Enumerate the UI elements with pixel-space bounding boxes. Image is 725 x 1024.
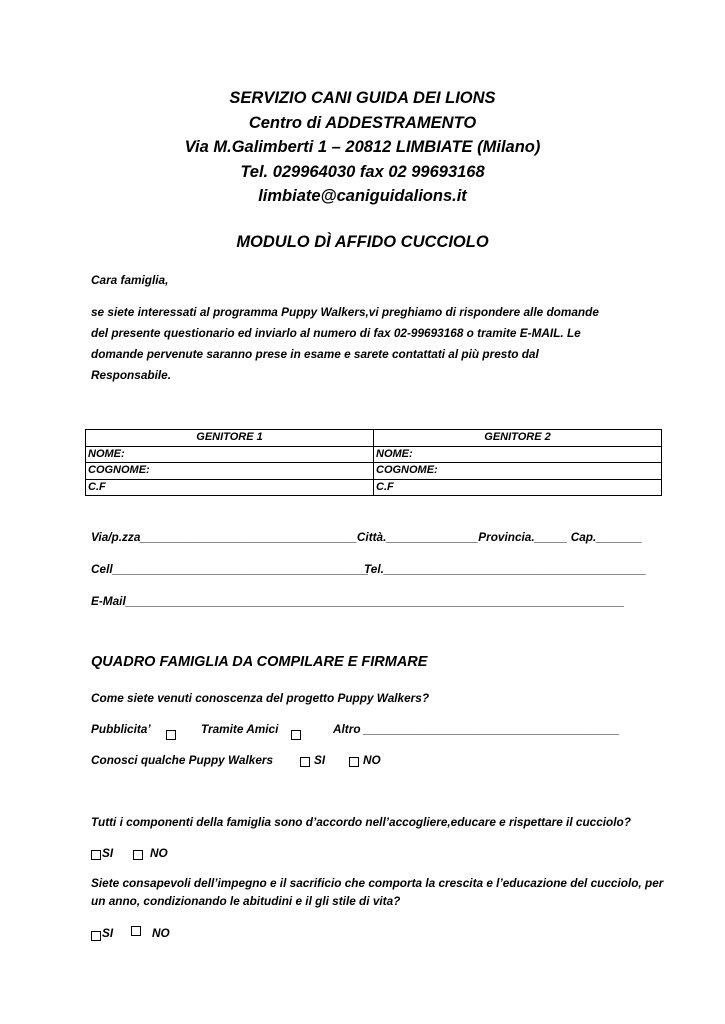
section-title: QUADRO FAMIGLIA DA COMPILARE E FIRMARE — [91, 654, 428, 670]
checkbox-q4-no[interactable] — [131, 926, 141, 936]
table-header-row — [86, 430, 662, 447]
table-row — [86, 446, 662, 463]
intro-line: domande pervenute saranno prese in esame e sarete contattati al più presto dal — [91, 347, 539, 361]
parent1-cf-field[interactable]: C.F — [86, 479, 374, 496]
checkbox-q3-no[interactable] — [133, 850, 143, 860]
greeting: Cara famiglia, — [91, 273, 169, 287]
table-row — [86, 479, 662, 496]
q4-question-line2: un anno, condizionando le abitudini e il gli stile di vita? — [91, 894, 401, 908]
parent2-header: GENITORE 2 — [374, 430, 662, 447]
table-row — [86, 463, 662, 480]
org-email: limbiate@caniguidalions.it — [258, 187, 467, 205]
checkbox-q2-no[interactable] — [349, 757, 359, 767]
intro-line: Responsabile. — [91, 368, 171, 382]
q1-option-other[interactable]: Altro _______________________________________ — [333, 722, 620, 736]
parent2-surname-field[interactable]: COGNOME: — [374, 463, 662, 480]
q4-no-label: NO — [152, 926, 170, 940]
intro-line: se siete interessati al programma Puppy Walkers,vi preghiamo di rispondere alle domande — [91, 305, 599, 319]
address-line[interactable]: Via/p.zza_________________________________Città.______________Provincia._____ Cap._______ — [91, 530, 643, 544]
checkbox-q3-yes[interactable] — [91, 850, 101, 860]
checkbox-q4-yes[interactable] — [91, 931, 101, 941]
header-block — [0, 86, 725, 209]
email-field[interactable]: E-Mail____________________________________________________________________________ — [91, 594, 625, 608]
q4-question-line1: Siete consapevoli dell’impegno e il sacrificio che comporta la crescita e l’educazione del cucciolo, per — [91, 876, 664, 890]
parent1-header: GENITORE 1 — [86, 430, 374, 447]
parent1-name-field[interactable]: NOME: — [86, 446, 374, 463]
parent2-cf-field[interactable]: C.F — [374, 479, 662, 496]
checkbox-q2-yes[interactable] — [300, 757, 310, 767]
q1-question: Come siete venuti conoscenza del progetto Puppy Walkers? — [91, 691, 430, 705]
q3-yes-label: SI — [102, 846, 114, 860]
tel-field[interactable]: Tel.________________________________________ — [364, 562, 647, 576]
checkbox-advertising[interactable] — [166, 730, 176, 740]
org-address: Via M.Galimberti 1 – 20812 LIMBIATE (Milano) — [184, 138, 541, 156]
parent1-surname-field[interactable]: COGNOME: — [86, 463, 374, 480]
org-name: SERVIZIO CANI GUIDA DEI LIONS — [229, 89, 496, 107]
q1-option-advertising: Pubblicita’ — [91, 722, 151, 736]
org-phone-fax: Tel. 029964030 fax 02 99693168 — [240, 162, 485, 181]
q2-no-label: NO — [363, 753, 381, 767]
center-name: Centro di ADDESTRAMENTO — [248, 113, 477, 132]
intro-paragraph — [91, 302, 661, 386]
q4-yes-label: SI — [102, 926, 114, 940]
q3-question: Tutti i componenti della famiglia sono d’accordo nell’accogliere,educare e rispettare il cucciolo? — [91, 815, 631, 829]
form-title: MODULO DÌ AFFIDO CUCCIOLO — [236, 233, 489, 251]
q3-no-label: NO — [150, 846, 168, 860]
parents-table — [85, 429, 662, 496]
checkbox-friends[interactable] — [291, 730, 301, 740]
intro-line: del presente questionario ed inviarlo al numero di fax 02-99693168 o tramite E-MAIL. Le — [91, 326, 581, 340]
cell-field[interactable]: Cell_______________________________________ — [91, 562, 369, 576]
parent2-name-field[interactable]: NOME: — [374, 446, 662, 463]
q2-label: Conosci qualche Puppy Walkers — [91, 753, 274, 767]
q1-option-friends: Tramite Amici — [201, 722, 279, 736]
q2-yes-label: SI — [314, 753, 326, 767]
